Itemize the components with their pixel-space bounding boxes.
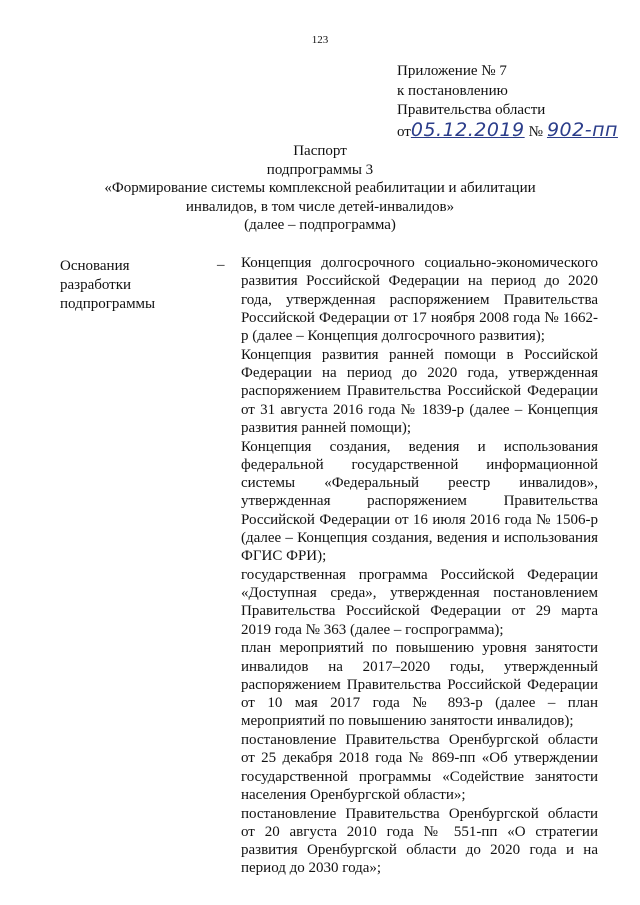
handwritten-number: 902-пп bbox=[546, 118, 618, 141]
appendix-line-3: Правительства области bbox=[397, 102, 546, 118]
appendix-line-2: к постановлению bbox=[397, 82, 508, 99]
basis-item: Концепция долгосрочного социально-экономического развития Российской Федерации на период до 2020 года, утвержденная распоряжением Правительства Российской Федерации от 17 ноября 2008 года № 1662-р (далее – Концепция долгосрочного развития); bbox=[241, 255, 598, 344]
basis-item: постановление Правительства Оренбургской области от 20 августа 2010 года № 551-пп «О стратегии развития Оренбургской области до 2020 года и на период до 2030 года»; bbox=[241, 805, 598, 877]
handwritten-date: 05.12.2019 bbox=[410, 118, 525, 141]
basis-item: Концепция развития ранней помощи в Российской Федерации на период до 2020 года, утвержденная распоряжением Правительства Российской Федерации от 31 августа 2016 года № 1839-р (далее – Концепция развития ранней помощи); bbox=[241, 346, 598, 436]
title-line-3: «Формирование системы комплексной реабилитации и абилитации bbox=[104, 180, 536, 196]
appendix-line-1: Приложение № 7 bbox=[397, 63, 507, 79]
basis-item: план мероприятий по повышению уровня занятости инвалидов на 2017–2020 годы, утвержденный распоряжением Правительства Российской Федерации от 10 мая 2017 года № 893-р (далее – план мероприятий по повышению занятости инвалидов); bbox=[241, 640, 598, 730]
appendix-header bbox=[397, 62, 618, 142]
number-prefix: № bbox=[528, 123, 543, 140]
title-line-4: инвалидов, в том числе детей-инвалидов» bbox=[185, 198, 455, 215]
appendix-date-line bbox=[397, 118, 618, 143]
title-line-2: подпрограммы 3 bbox=[266, 161, 374, 178]
date-prefix: от bbox=[397, 123, 411, 140]
section-dash: – bbox=[217, 257, 225, 273]
basis-item: государственная программа Российской Федерации «Доступная среда», утвержденная постановлением Правительства Российской Федерации от 29 марта 2019 года № 363 (далее – госпрограмма); bbox=[241, 566, 598, 638]
basis-item: постановление Правительства Оренбургской области от 25 декабря 2018 года № 869-пп «Об утверждении государственной программы «Содействие занятости населения Оренбургской области»; bbox=[241, 732, 598, 803]
title-line-5: (далее – подпрограмма) bbox=[244, 217, 396, 233]
title-line-1: Паспорт bbox=[293, 143, 347, 159]
basis-list bbox=[241, 254, 598, 878]
page-number: 123 bbox=[311, 34, 329, 46]
section-label: Основания разработки подпрограммы bbox=[60, 258, 156, 312]
passport-title bbox=[60, 142, 580, 235]
basis-item: Концепция создания, ведения и использования федеральной государственной информационной системы «Федеральный реестр инвалидов», утвержденная распоряжением Правительства Российской Федерации от 16 июля 2016 года № 1506-р (далее – Концепция создания, ведения и использования ФГИС ФРИ); bbox=[241, 438, 598, 564]
